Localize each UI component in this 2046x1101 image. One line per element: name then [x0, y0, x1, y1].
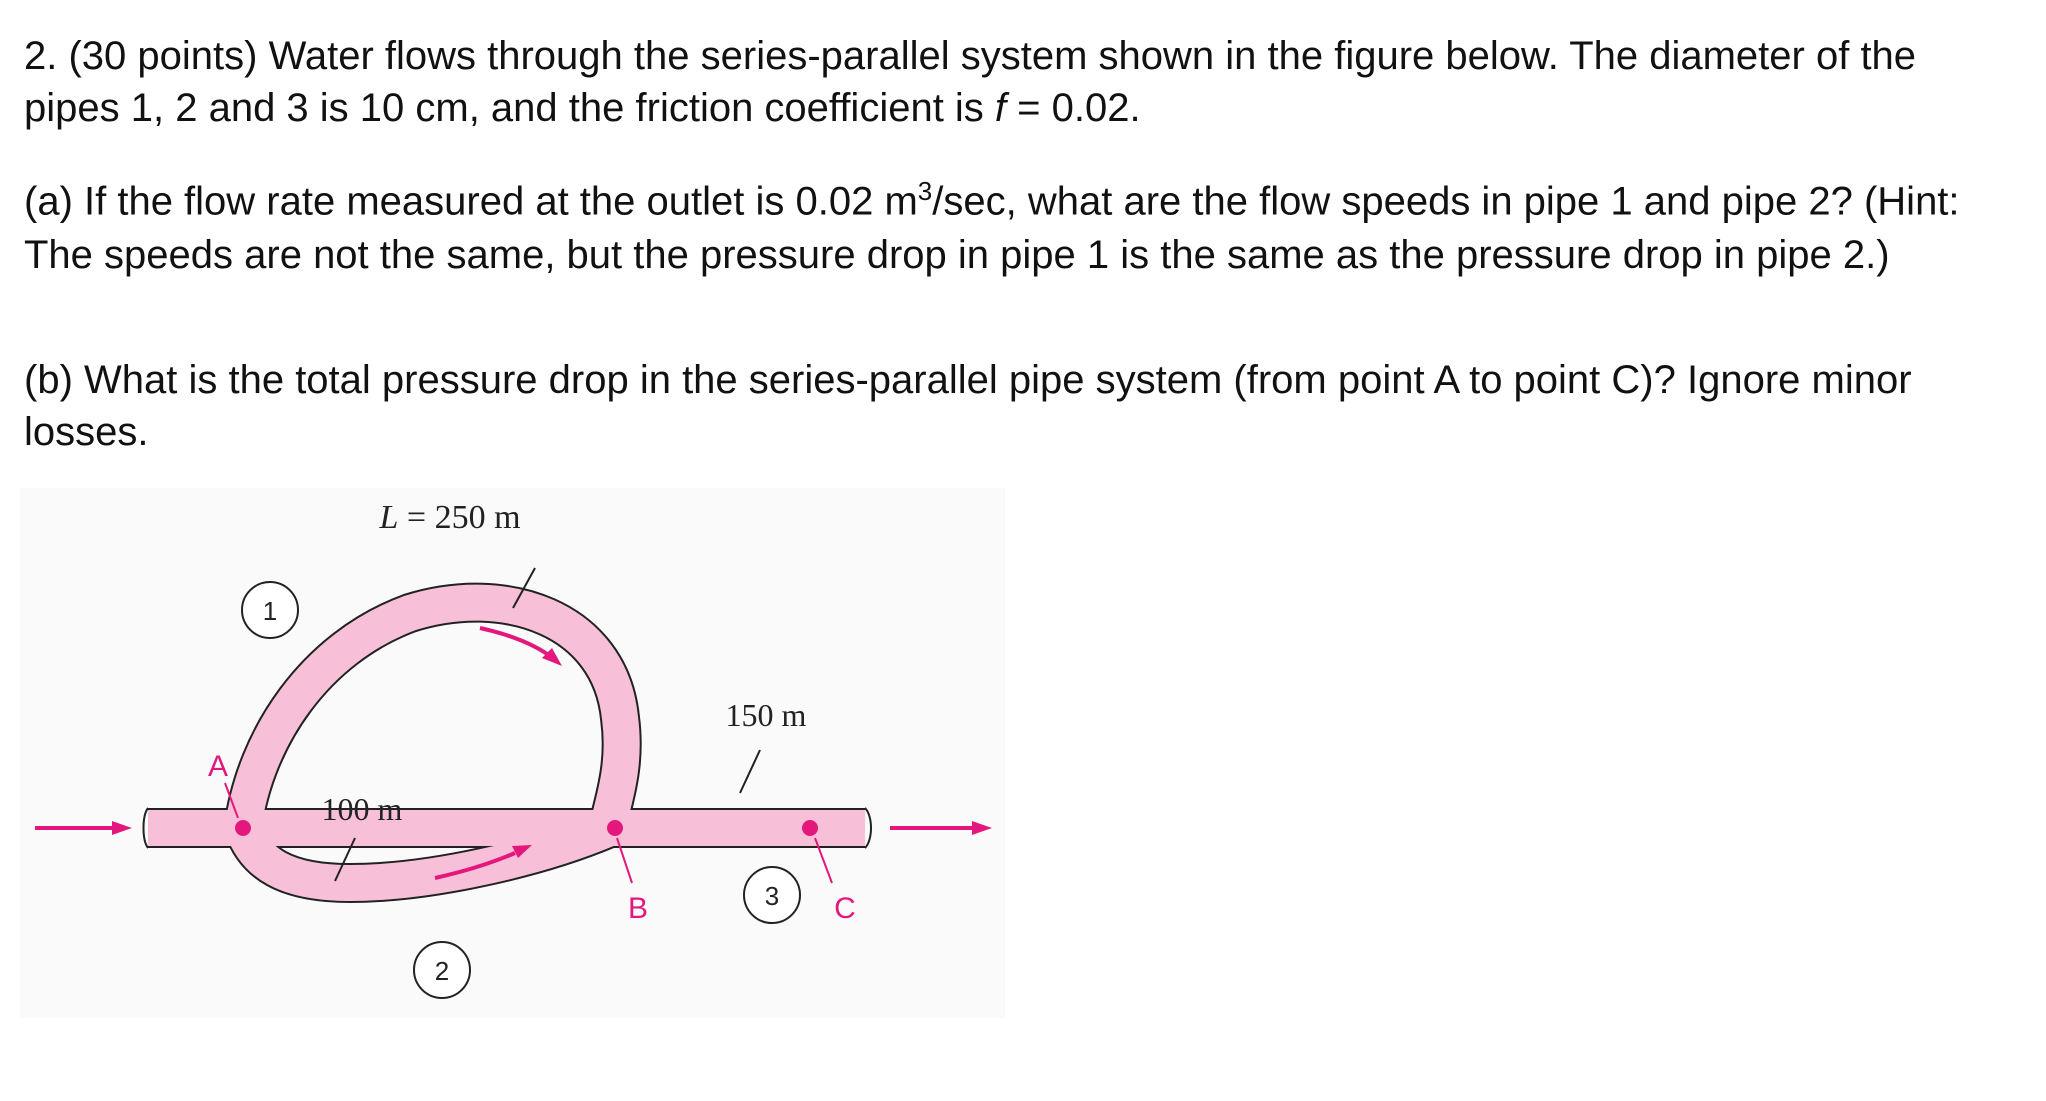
part-a-text-2: /sec, what are the flow speeds in pipe 1 and pipe 2? (Hint: The speeds are not the same, but the pressure drop in pipe 1 is the same as the pressure drop in pipe 2.) [24, 179, 1960, 278]
point-a-marker [235, 820, 251, 836]
pipe-3-number: 3 [764, 881, 780, 911]
pipe-1-length-label [378, 499, 520, 536]
pipe-system-figure [20, 488, 1005, 1018]
problem-statement [24, 30, 2014, 134]
point-b-marker [607, 820, 623, 836]
pipe-1-number: 1 [262, 596, 278, 626]
pipe-1-length-value: = 250 m [398, 499, 521, 536]
point-a-label: A [207, 750, 229, 783]
part-a-text-1: (a) If the flow rate measured at the outlet is 0.02 m [24, 179, 918, 224]
part-b-text: (b) What is the total pressure drop in the series-parallel pipe system (from point A to point C)? Ignore minor losses. [24, 358, 1912, 454]
friction-variable: f [994, 86, 1007, 130]
point-b-label: B [627, 892, 649, 925]
point-c-marker [802, 820, 818, 836]
friction-value: = 0.02. [1006, 86, 1141, 130]
point-c-label: C [834, 892, 856, 925]
pipe-3-length-label: 150 m [725, 697, 807, 733]
part-a-superscript: 3 [917, 176, 933, 206]
part-b-question [24, 354, 2014, 458]
figure-background [20, 488, 1005, 1018]
pipe-2-number: 2 [434, 956, 450, 986]
length-variable: L [379, 499, 399, 536]
pipe-2-length-label: 100 m [321, 791, 403, 827]
part-a-question [24, 164, 2014, 282]
problem-intro-text: 2. (30 points) Water flows through the series-parallel system shown in the figure below. The diameter of the pipes 1, 2 and 3 is 10 cm, and the friction coefficient is [24, 34, 1917, 130]
